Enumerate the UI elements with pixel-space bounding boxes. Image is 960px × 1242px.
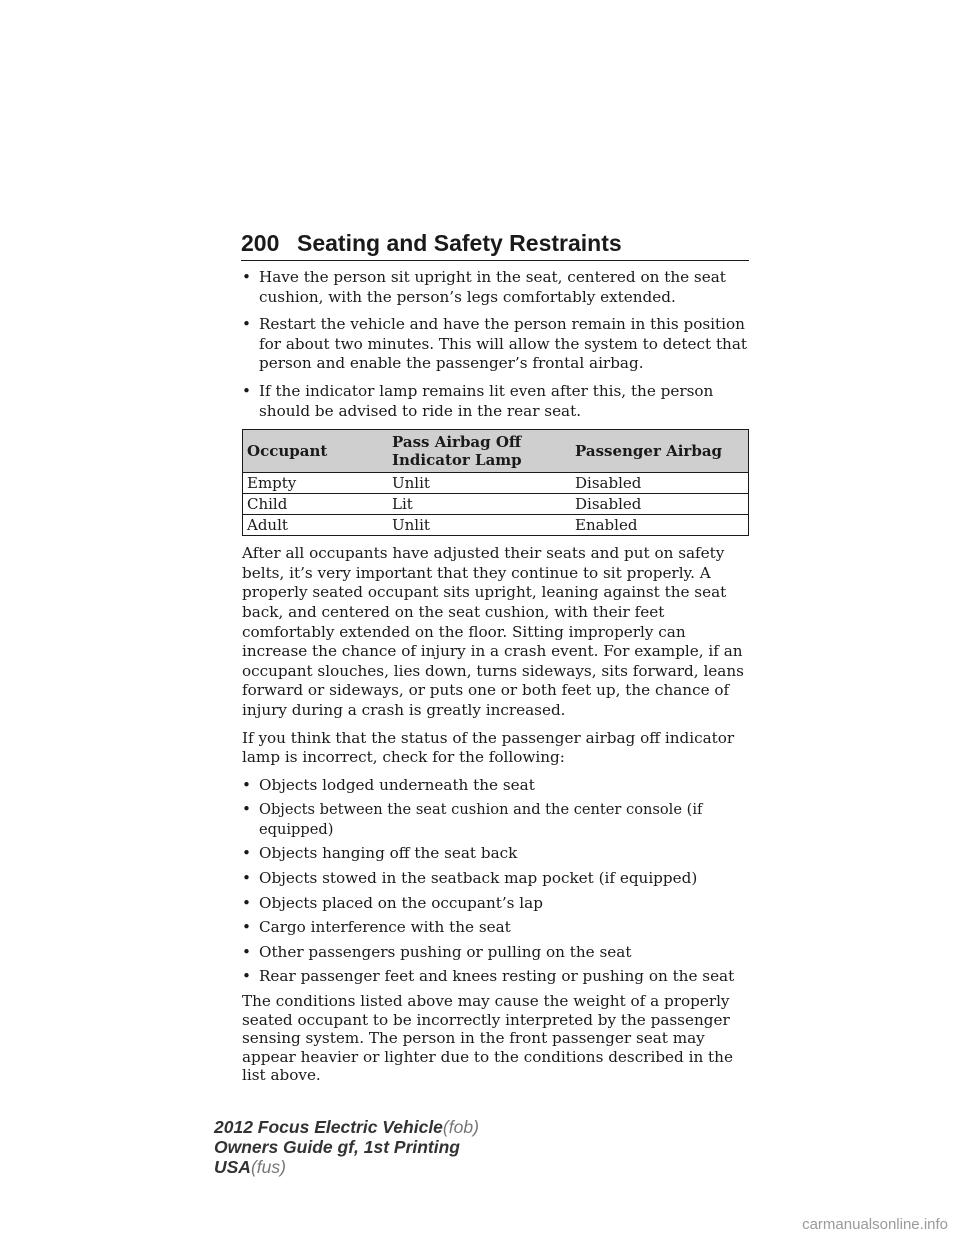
footer-line <box>214 1117 479 1137</box>
bullet-icon: • <box>242 844 251 863</box>
watermark: carmanualsonline.info <box>802 1216 948 1233</box>
list-item <box>242 894 752 914</box>
list-item-text: Restart the vehicle and have the person remain in this position for about two minutes. This will allow the system to detect that person and enable the passenger’s frontal airbag. <box>259 315 747 373</box>
page-header <box>241 226 749 261</box>
bullet-icon: • <box>242 268 251 286</box>
paragraph-conditions: The conditions listed above may cause the weight of a properly seated occupant to be incorrectly interpreted by the passenger sensing system. The person in the front passenger seat may appear heavier or lighter due to the conditions described in the list above. <box>242 992 733 1085</box>
list-item-text: Objects lodged underneath the seat <box>259 775 535 794</box>
list-item-text: Rear passenger feet and knees resting or pushing on the seat <box>259 967 735 986</box>
section-title: Seating and Safety Restraints <box>297 230 622 256</box>
list-item <box>242 844 752 864</box>
footer-vehicle: 2012 Focus Electric Vehicle <box>214 1117 443 1137</box>
list-item <box>242 967 752 987</box>
bullet-icon: • <box>242 315 251 334</box>
footer-market-code: (fus) <box>250 1157 286 1177</box>
bullet-icon: • <box>242 381 251 400</box>
list-item-text: Objects between the seat cushion and the center console (if equipped) <box>259 801 703 838</box>
bullet-icon: • <box>242 775 251 794</box>
table-row <box>243 473 749 494</box>
list-item-text: Other passengers pushing or pulling on the seat <box>259 942 632 961</box>
list-item-text: Have the person sit upright in the seat, centered on the seat cushion, with the person’s legs comfortably extended. <box>259 268 726 306</box>
bullet-icon: • <box>242 893 251 912</box>
footer-vehicle-code: (fob) <box>442 1117 479 1137</box>
list-item <box>242 918 752 938</box>
footer-line <box>214 1157 479 1177</box>
page-number: 200 <box>241 230 280 256</box>
occupant-status-table <box>242 429 749 536</box>
table-cell: Child <box>243 494 389 515</box>
list-item <box>242 943 752 963</box>
bullet-icon: • <box>242 800 251 819</box>
table-cell: Lit <box>388 494 571 515</box>
list-item <box>242 800 752 839</box>
list-item-text: Objects stowed in the seatback map pocket (if equipped) <box>259 869 698 888</box>
page-content <box>242 268 752 1093</box>
bullet-icon: • <box>242 918 251 937</box>
list-item <box>242 869 752 889</box>
paragraph-sitting-properly: After all occupants have adjusted their seats and put on safety belts, it’s very important that they continue to sit properly. A properly seated occupant sits upright, leaning against the seat back, and centered on the seat cushion, with their feet comfortably extended on the floor. Sitting improperly can increase the chance of injury in a crash event. For example, if an occupant slouches, lies down, turns sideways, sits forward, leans forward or sideways, or puts one or both feet up, the chance of injury during a crash is greatly increased. <box>242 544 744 719</box>
table-row <box>243 494 749 515</box>
table-cell: Unlit <box>388 515 571 536</box>
list-item-text: Cargo interference with the seat <box>259 918 511 937</box>
paragraph-check-intro: If you think that the status of the passenger airbag off indicator lamp is incorrect, check for the following: <box>242 728 735 767</box>
list-item-text: Objects placed on the occupant’s lap <box>259 893 543 912</box>
column-header-passenger-airbag: Passenger Airbag <box>571 430 749 473</box>
list-item <box>242 382 752 421</box>
table-cell: Empty <box>243 473 389 494</box>
table-cell: Enabled <box>571 515 749 536</box>
footer-guide: Owners Guide gf, 1st Printing <box>214 1137 460 1157</box>
list-item-text: If the indicator lamp remains lit even after this, the person should be advised to ride in the rear seat. <box>259 381 714 420</box>
table-row <box>243 515 749 536</box>
table-cell: Disabled <box>571 473 749 494</box>
footer-market: USA <box>214 1157 251 1177</box>
list-item-text: Objects hanging off the seat back <box>259 844 518 863</box>
column-header-occupant: Occupant <box>243 430 389 473</box>
table-cell: Unlit <box>388 473 571 494</box>
list-item <box>242 776 752 796</box>
page-footer <box>214 1117 479 1177</box>
bullet-icon: • <box>242 869 251 888</box>
table-cell: Adult <box>243 515 389 536</box>
list-item <box>242 315 752 374</box>
bullet-icon: • <box>242 942 251 961</box>
table-header-row <box>243 430 749 473</box>
list-item <box>242 268 752 307</box>
bullet-icon: • <box>242 967 251 986</box>
column-header-indicator-lamp: Pass Airbag Off Indicator Lamp <box>388 430 571 473</box>
table-cell: Disabled <box>571 494 749 515</box>
footer-line <box>214 1137 479 1157</box>
